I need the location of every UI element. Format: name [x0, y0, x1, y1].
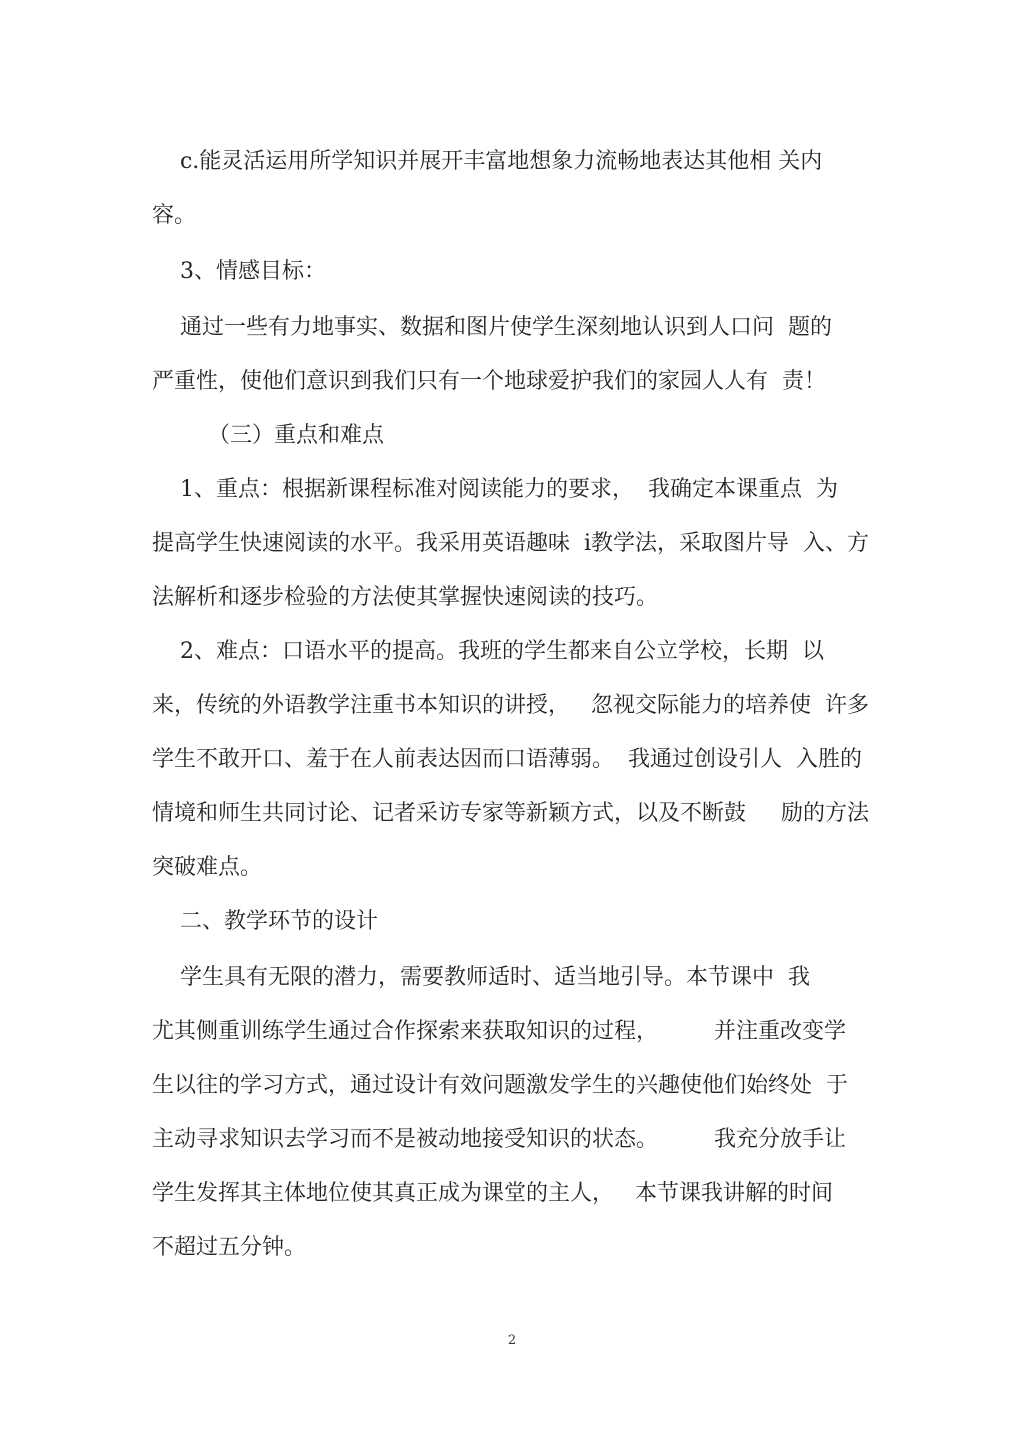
page-number: 2: [507, 1333, 517, 1348]
text-line: 严重性，使他们意识到我们只有一个地球爱护我们的家园人人有 责！: [152, 369, 826, 394]
text-line: 突破难点。: [152, 855, 263, 880]
text-line: 法解析和逐步检验的方法使其掌握快速阅读的技巧。: [152, 585, 659, 610]
text-line: 通过一些有力地事实、数据和图片使学生深刻地认识到人口问 题的: [152, 315, 832, 340]
text-line: 学生具有无限的潜力，需要教师适时、适当地引导。本节课中 我: [152, 965, 810, 990]
text-line: 提高学生快速阅读的水平。我采用英语趣味 i教学法，采取图片导 入、方: [152, 531, 870, 556]
text-line: 2、难点：口语水平的提高。我班的学生都来自公立学校，长期 以: [152, 639, 824, 664]
text-line: 不超过五分钟。: [152, 1235, 307, 1260]
text-line: c.能灵活运用所学知识并展开丰富地想象力流畅地表达其他相 关内: [152, 149, 823, 174]
text-line: 情境和师生共同讨论、记者采访专家等新颖方式，以及不断鼓 励的方法: [152, 801, 869, 826]
section-heading: 3、情感目标：: [152, 259, 326, 284]
text-line: 学生发挥其主体地位使其真正成为课堂的主人， 本节课我讲解的时间: [152, 1181, 833, 1206]
text-line: 生以往的学习方式，通过设计有效问题激发学生的兴趣使他们始终处 于: [152, 1073, 848, 1098]
text-line: 来，传统的外语教学注重书本知识的讲授， 忽视交际能力的培养使 许多: [152, 693, 869, 718]
text-line: 尤其侧重训练学生通过合作探索来获取知识的过程， 并注重改变学: [152, 1019, 846, 1044]
text-line: 容。: [152, 203, 197, 228]
text-line: 主动寻求知识去学习而不是被动地接受知识的状态。 我充分放手让: [152, 1127, 846, 1152]
text-line: 1、重点：根据新课程标准对阅读能力的要求， 我确定本课重点 为: [152, 477, 838, 502]
section-heading: 二、教学环节的设计: [152, 909, 378, 934]
text-line: 学生不敢开口、羞于在人前表达因而口语薄弱。 我通过创设引人 入胜的: [152, 747, 862, 772]
section-heading: （三）重点和难点: [152, 423, 384, 448]
